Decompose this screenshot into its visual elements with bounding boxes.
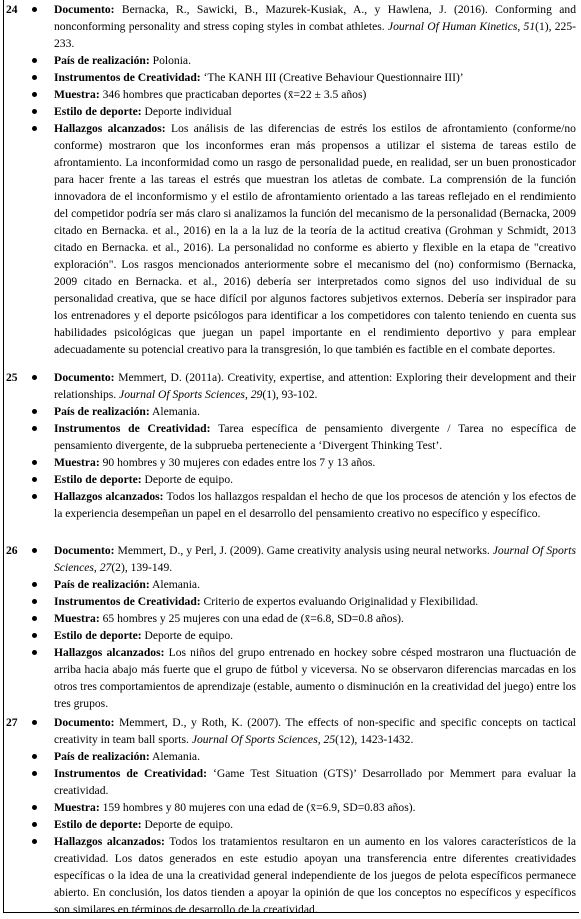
instrumentos-value: Criterio de expertos evaluando Originalidad y Flexibilidad. bbox=[200, 595, 479, 608]
estilo-label: Estilo de deporte: bbox=[54, 105, 142, 118]
estilo-label: Estilo de deporte: bbox=[54, 629, 142, 642]
documento-pages: (1), 225-233. bbox=[54, 20, 576, 50]
bullet-icon bbox=[32, 58, 37, 63]
hallazgos-label: Hallazgos alcanzados: bbox=[54, 122, 166, 135]
muestra-value: 90 hombres y 30 mujeres con edades entre los 7 y 13 años. bbox=[99, 456, 376, 469]
hallazgos-item bbox=[54, 488, 576, 522]
bullet-icon bbox=[32, 460, 37, 465]
documento-pages: (1), 93-102. bbox=[262, 388, 318, 401]
instrumentos-item bbox=[54, 765, 576, 799]
documento-item: Documento: Bernacka, R., Sawicki, B., Mazurek-Kusiak, A., y Hawlena, J. (2016). Conforming and nonconforming personality and stress coping styles in combat athletes. Journal Of Human Kinetics, 51(1), 225-233. bbox=[54, 1, 576, 52]
muestra-item bbox=[54, 610, 576, 627]
entry-number: 26 bbox=[6, 544, 18, 557]
documento-journal: Journal Of Sports Sciences bbox=[54, 544, 577, 574]
entry-number: 27 bbox=[6, 716, 18, 729]
documento-volume: 25 bbox=[323, 733, 336, 746]
instrumentos-label: Instrumentos de Creatividad: bbox=[54, 767, 207, 780]
bullet-icon bbox=[32, 548, 37, 553]
muestra-item bbox=[54, 799, 576, 816]
entry-number: 24 bbox=[6, 3, 18, 16]
entry-25 bbox=[4, 369, 576, 522]
bullet-icon bbox=[32, 720, 37, 725]
documento-volume: 29 bbox=[250, 388, 263, 401]
muestra-label: Muestra: bbox=[54, 612, 100, 625]
estilo-item bbox=[54, 103, 576, 120]
hallazgos-value: Los análisis de las diferencias de estrés los estilos de afrontamiento (conforme/no conforme) mostraron que los inconformes eran más propensos a utilizar el sistema de tareas estilo de afrontamiento. La inconformidad como un rasgo de personalidad puede, en realidad, ser un buen pronosticador para hacer frente a las tareas el estrés que muestran los atletas de combate. La comprensión de la función innovadora de el inconformismo y el estilo de afrontamiento orientado a las tareas reflejado en el rendimiento del competidor podría ser más claro si analizamos la función del mecanismo de la personalidad (Bernacka, 2009 citado en Bernacka. et al., 2016) en la a la luz de la teoría de la actitud creativa (Grohman y Schmidt, 2013 citado en Bernacka. et al., 2016). La personalidad no conforme es abierto y flexible en la etapa de "creativo exploración". Los rasgos mencionados anteriormente sobre el mecanismo del (no) conformismo (Bernacka, 2009 citado en Bernacka. et al., 2016) debería ser interpretados como signos del uso individual de su personalidad creativa, que se hace difícil por algunos factores subjetivos externos. Debería ser inspirador para los entrenadores y el deporte psicólogos para identificar a los competidores con talento teniendo en cuenta sus habilidades psicológicas que juegan un papel importante en el rendimiento deportivo y para emplear adecuadamente su potencial creativo para la transgresión, lo que también es factible en el combate deportes. bbox=[54, 122, 576, 356]
pais-label: País de realización: bbox=[54, 54, 150, 67]
bullet-icon bbox=[32, 494, 37, 499]
pais-label: País de realización: bbox=[54, 405, 150, 418]
bullet-icon bbox=[32, 754, 37, 759]
hallazgos-label: Hallazgos alcanzados: bbox=[54, 835, 165, 848]
entry-24 bbox=[4, 1, 576, 358]
entry-number: 25 bbox=[6, 371, 18, 384]
hallazgos-item bbox=[54, 644, 576, 712]
estilo-label: Estilo de deporte: bbox=[54, 818, 142, 831]
documento-authors: Bernacka, R., Sawicki, B., Mazurek-Kusiak, A., y Hawlena, J. (2016). Conforming and nonconforming personality and stress coping styles in combat athletes. bbox=[54, 3, 576, 33]
hallazgos-label: Hallazgos alcanzados: bbox=[54, 646, 165, 659]
muestra-item bbox=[54, 86, 576, 103]
muestra-label: Muestra: bbox=[54, 801, 100, 814]
documento-authors: Memmert, D., y Roth, K. (2007). The effects of non-specific and specific concepts on tactical creativity in team ball sports. bbox=[54, 716, 576, 746]
muestra-label: Muestra: bbox=[54, 456, 100, 469]
hallazgos-value: Los niños del grupo entrenado en hockey sobre césped mostraron una fluctuación de arriba hacia abajo más fuerte que el grupo de fútbol y viceversa. No se observaron diferencias marcadas en los otros tres comportamientos de aprendizaje (estable, aumento o disminución en la creatividad del juego) entre los tres grupos. bbox=[54, 646, 576, 710]
documento-label: Documento: bbox=[54, 544, 115, 557]
bullet-icon bbox=[32, 375, 37, 380]
bullet-icon bbox=[32, 75, 37, 80]
entry-details bbox=[4, 714, 576, 918]
estilo-item bbox=[54, 471, 576, 488]
bullet-icon bbox=[32, 409, 37, 414]
estilo-label: Estilo de deporte: bbox=[54, 473, 142, 486]
bullet-icon bbox=[32, 839, 37, 844]
documento-authors: Memmert, D. (2011a). Creativity, expertise, and attention: Exploring their development and their relationships. bbox=[54, 371, 576, 401]
estilo-value: Deporte individual bbox=[141, 105, 232, 118]
estilo-value: Deporte de equipo. bbox=[141, 473, 234, 486]
pais-value: Alemania. bbox=[149, 750, 200, 763]
documento-journal: Journal Of Sports Sciences bbox=[119, 388, 245, 401]
bullet-icon bbox=[32, 126, 37, 131]
entry-26 bbox=[4, 542, 576, 712]
entry-details bbox=[4, 369, 576, 522]
instrumentos-label: Instrumentos de Creatividad: bbox=[54, 595, 201, 608]
bullet-icon bbox=[32, 805, 37, 810]
bullet-icon bbox=[32, 582, 37, 587]
bullet-icon bbox=[32, 477, 37, 482]
bullet-icon bbox=[32, 109, 37, 114]
instrumentos-value: Tarea específica de pensamiento divergente / Tarea no específica de pensamiento divergente, de la subprueba perteneciente a ‘Divergent Thinking Test’. bbox=[54, 422, 576, 452]
pais-item bbox=[54, 403, 576, 420]
bullet-icon bbox=[32, 426, 37, 431]
instrumentos-label: Instrumentos de Creatividad: bbox=[54, 71, 201, 84]
pais-item bbox=[54, 748, 576, 765]
bullet-icon bbox=[32, 7, 37, 12]
documento-pages: (12), 1423-1432. bbox=[335, 733, 414, 746]
pais-item bbox=[54, 576, 576, 593]
hallazgos-item bbox=[54, 833, 576, 918]
pais-value: Alemania. bbox=[149, 405, 200, 418]
estilo-item bbox=[54, 816, 576, 833]
estilo-value: Deporte de equipo. bbox=[141, 629, 234, 642]
bullet-icon bbox=[32, 650, 37, 655]
bullet-icon bbox=[32, 822, 37, 827]
instrumentos-item bbox=[54, 420, 576, 454]
bullet-icon bbox=[32, 92, 37, 97]
bullet-icon bbox=[32, 599, 37, 604]
bullet-icon bbox=[32, 771, 37, 776]
hallazgos-item bbox=[54, 120, 576, 358]
pais-label: País de realización: bbox=[54, 750, 150, 763]
estilo-item bbox=[54, 627, 576, 644]
muestra-label: Muestra: bbox=[54, 88, 100, 101]
muestra-value: 159 hombres y 80 mujeres con una edad de (x̄=6.9, SD=0.83 años). bbox=[99, 801, 416, 814]
documento-journal: Journal Of Sports Sciences bbox=[191, 733, 318, 746]
hallazgos-label: Hallazgos alcanzados: bbox=[54, 490, 164, 503]
instrumentos-label: Instrumentos de Creatividad: bbox=[54, 422, 211, 435]
bullet-icon bbox=[32, 633, 37, 638]
documento-item: Documento: Memmert, D. (2011a). Creativity, expertise, and attention: Exploring their development and their relationships. Journal Of Sports Sciences, 29(1), 93-102. bbox=[54, 369, 576, 403]
hallazgos-value: Todos los hallazgos respaldan el hecho de que los procesos de atención y los efectos de la experiencia desempeñan un papel en el desarrollo del pensamiento creativo no específico y específico. bbox=[54, 490, 576, 520]
documento-item: Documento: Memmert, D., y Roth, K. (2007). The effects of non-specific and specific concepts on tactical creativity in team ball sports. Journal Of Sports Sciences, 25(12), 1423-1432. bbox=[54, 714, 576, 748]
pais-value: Polonia. bbox=[149, 54, 191, 67]
muestra-value: 65 hombres y 25 mujeres con una edad de (x̄=6.8, SD=0.8 años). bbox=[99, 612, 404, 625]
bullet-icon bbox=[32, 616, 37, 621]
pais-label: País de realización: bbox=[54, 578, 150, 591]
hallazgos-value: Todos los tratamientos resultaron en un aumento en los valores característicos de la creatividad. Los datos generados en este estudio apoyan una transferencia entre diferentes creatividades específicas o la idea de una la creatividad general independiente de los juegos de pelota específicos permanece abierto. En conclusión, los datos tienden a apoyar la opinión de que los conceptos no específicos y específicos son similares en términos de desarrollo de la creatividad. bbox=[54, 835, 576, 916]
entry-details bbox=[4, 1, 576, 358]
documento-journal: Journal Of Human Kinetics bbox=[387, 20, 518, 33]
documento-label: Documento: bbox=[54, 371, 115, 384]
pais-value: Alemania. bbox=[149, 578, 200, 591]
muestra-value: 346 hombres que practicaban deportes (x̄=22 ± 3.5 años) bbox=[99, 88, 367, 101]
documento-authors: Memmert, D., y Perl, J. (2009). Game creativity analysis using neural networks. bbox=[114, 544, 493, 557]
estilo-value: Deporte de equipo. bbox=[141, 818, 234, 831]
pais-item bbox=[54, 52, 576, 69]
instrumentos-item bbox=[54, 69, 576, 86]
documento-volume: 51 bbox=[523, 20, 536, 33]
entry-27 bbox=[4, 714, 576, 918]
instrumentos-item bbox=[54, 593, 576, 610]
entry-details bbox=[4, 542, 576, 712]
instrumentos-value: ‘Game Test Situation (GTS)’ Desarrollado por Memmert para evaluar la creatividad. bbox=[54, 767, 576, 797]
documento-label: Documento: bbox=[54, 3, 115, 16]
muestra-item bbox=[54, 454, 576, 471]
documento-pages: (2), 139-149. bbox=[111, 561, 173, 574]
documento-item: Documento: Memmert, D., y Perl, J. (2009). Game creativity analysis using neural networks. Journal Of Sports Sciences, 27(2), 139-149. bbox=[54, 542, 576, 576]
instrumentos-value: ‘The KANH III (Creative Behaviour Questionnaire III)’ bbox=[200, 71, 464, 84]
documento-label: Documento: bbox=[54, 716, 115, 729]
documento-volume: 27 bbox=[99, 561, 112, 574]
